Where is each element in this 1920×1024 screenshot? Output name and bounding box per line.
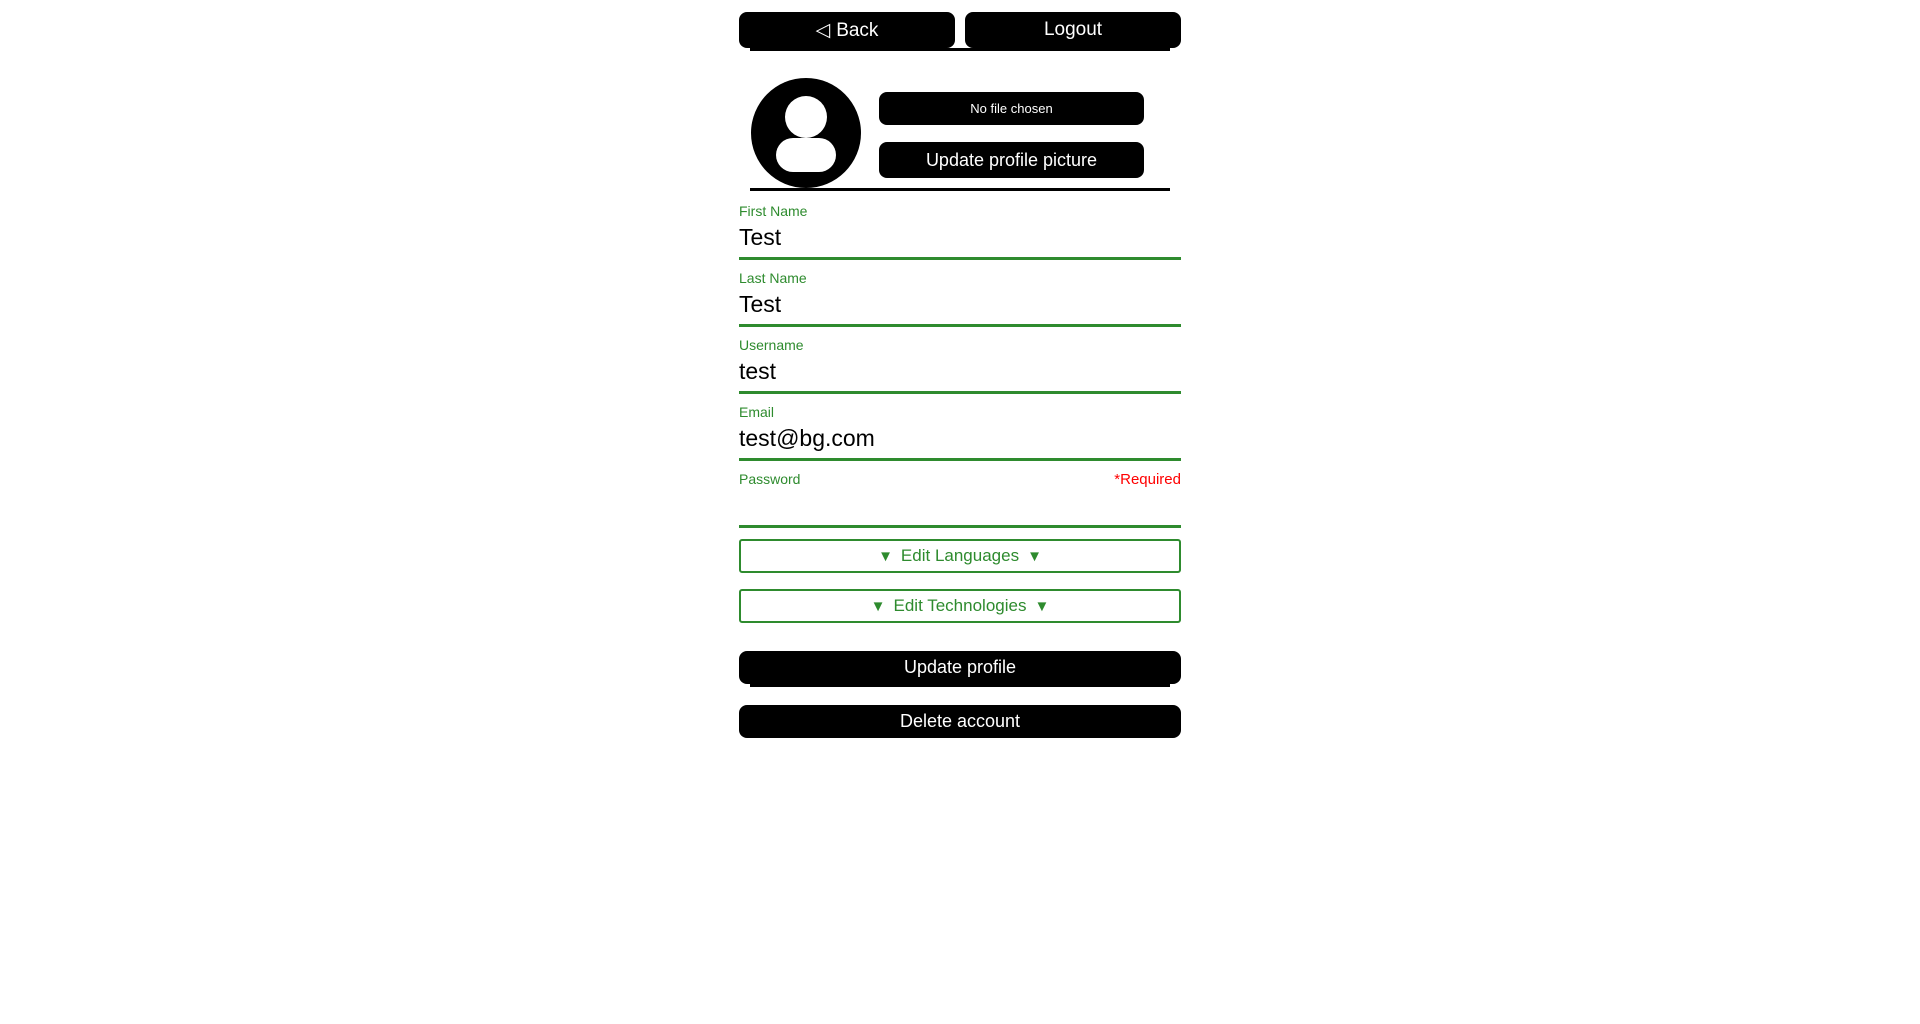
edit-technologies-button[interactable] — [739, 589, 1181, 623]
back-triangle-icon: ◁ — [815, 19, 831, 41]
delete-account-label: Delete account — [899, 711, 1021, 731]
file-input[interactable] — [879, 92, 1144, 125]
logout-button-label: Logout — [1043, 19, 1103, 40]
username-field-group — [739, 338, 1181, 394]
edit-technologies-label: Edit Technologies — [893, 596, 1027, 615]
picture-controls — [879, 78, 1144, 178]
edit-languages-button[interactable] — [739, 539, 1181, 573]
update-profile-label: Update profile — [903, 657, 1017, 677]
divider-danger — [750, 684, 1170, 687]
email-input[interactable] — [739, 420, 1181, 461]
first-name-field-group — [739, 204, 1181, 260]
email-field-group — [739, 405, 1181, 461]
divider-top — [750, 48, 1170, 51]
back-button[interactable] — [739, 12, 955, 48]
password-required-note: *Required — [1114, 471, 1181, 488]
chevron-down-icon: ▼ — [870, 598, 886, 615]
username-input[interactable] — [739, 353, 1181, 394]
logout-button[interactable] — [965, 12, 1181, 48]
delete-account-button[interactable] — [739, 705, 1181, 738]
update-profile-picture-button[interactable] — [879, 142, 1144, 178]
chevron-down-icon: ▼ — [1027, 548, 1042, 565]
edit-languages-label: Edit Languages — [900, 546, 1020, 565]
profile-picture-section — [739, 78, 1181, 188]
divider-picture — [750, 188, 1170, 191]
last-name-field-group — [739, 271, 1181, 327]
profile-form — [739, 204, 1181, 684]
avatar — [751, 78, 861, 188]
password-label: Password — [739, 471, 801, 487]
update-profile-button[interactable] — [739, 651, 1181, 684]
last-name-label: Last Name — [739, 270, 807, 286]
username-label: Username — [739, 337, 804, 353]
last-name-input[interactable] — [739, 286, 1181, 327]
file-input-status: No file chosen — [970, 101, 1053, 116]
back-button-label: Back — [836, 19, 879, 41]
top-bar — [739, 12, 1181, 48]
profile-page — [739, 12, 1181, 738]
chevron-down-icon: ▼ — [1034, 598, 1050, 615]
update-profile-picture-label: Update profile picture — [925, 149, 1098, 170]
password-field-group — [739, 472, 1181, 528]
first-name-label: First Name — [739, 203, 808, 219]
chevron-down-icon: ▼ — [878, 548, 893, 565]
email-label: Email — [739, 404, 775, 420]
password-input[interactable] — [739, 487, 1181, 528]
first-name-input[interactable] — [739, 219, 1181, 260]
